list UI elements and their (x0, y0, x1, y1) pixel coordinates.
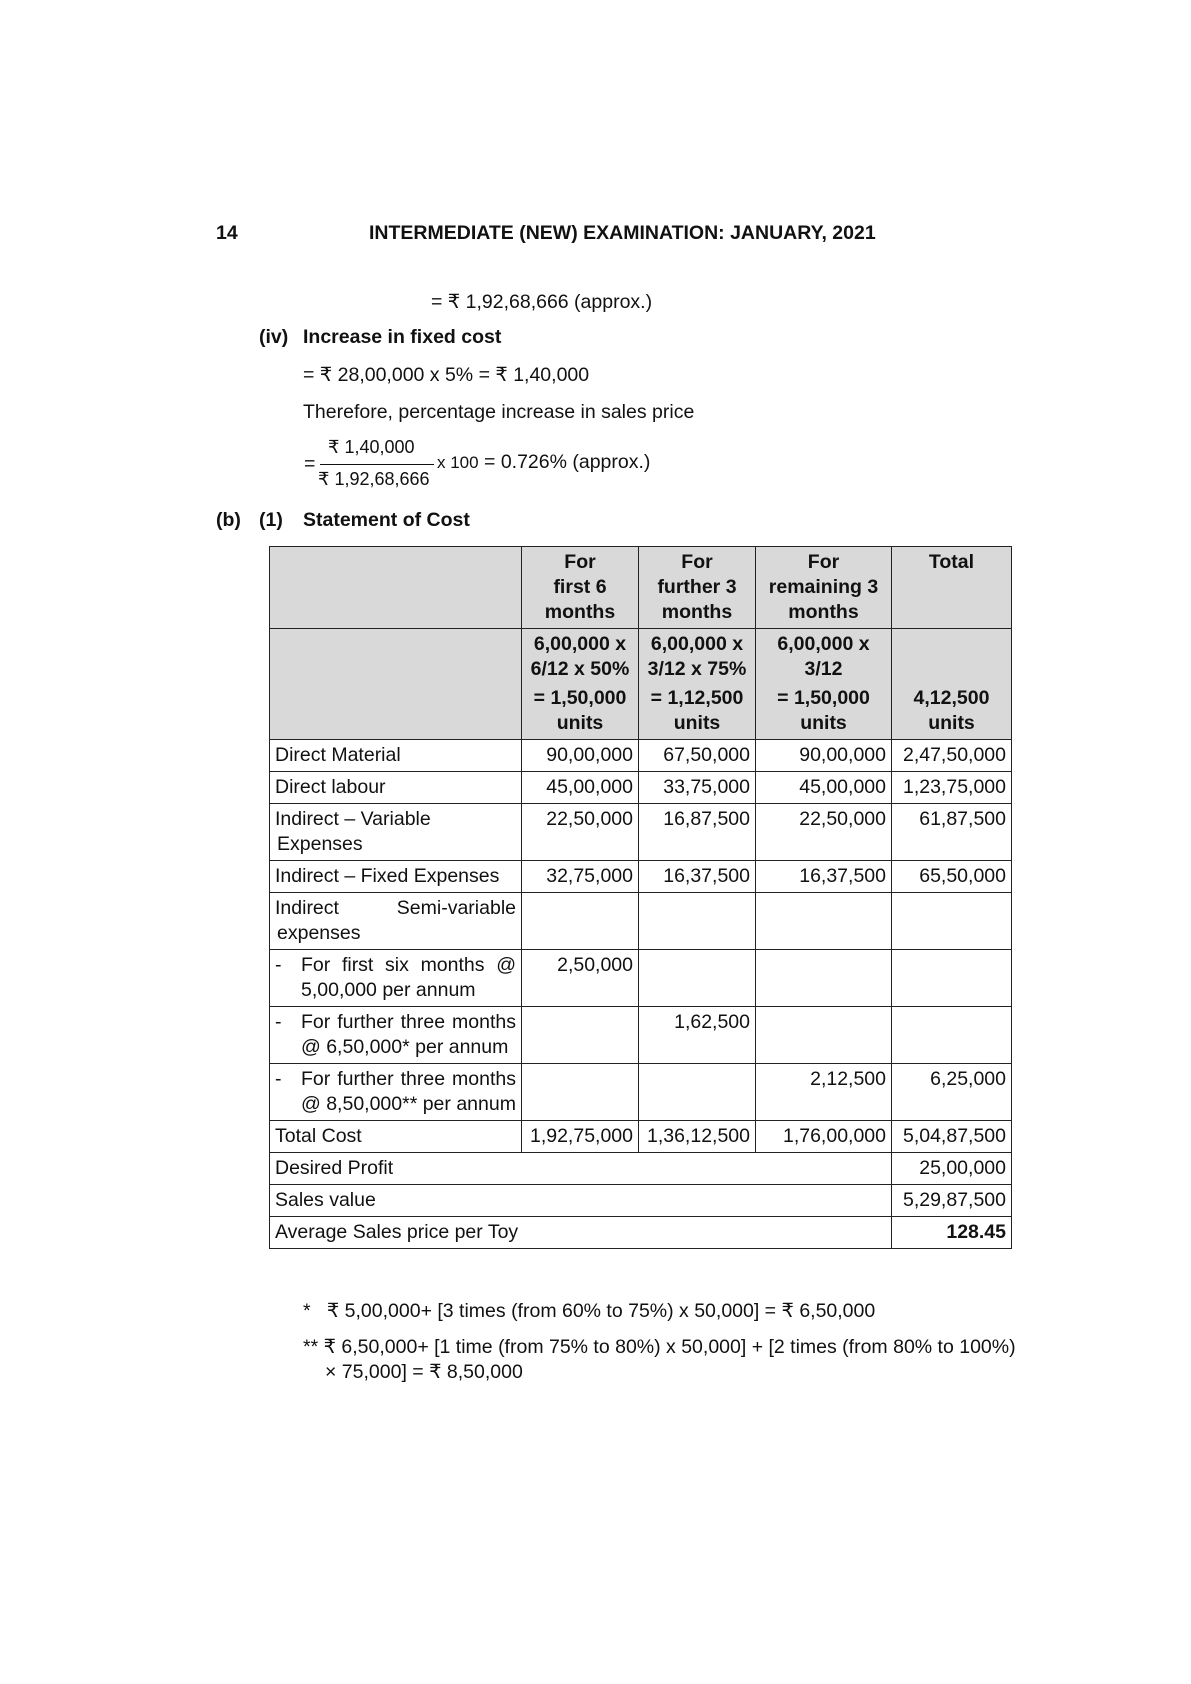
result-line: = ₹ 1,92,68,666 (approx.) (431, 291, 653, 313)
header-remaining-3-months: For remaining 3 months (756, 547, 892, 629)
cell-value: 1,92,75,000 (522, 1121, 639, 1153)
row-label: Total Cost (270, 1121, 522, 1153)
units-blank (270, 629, 522, 740)
table-header-row (270, 547, 1012, 629)
cell-value: 22,50,000 (522, 804, 639, 861)
page-header-title: INTERMEDIATE (NEW) EXAMINATION: JANUARY, 2021 (369, 222, 876, 244)
row-label: Direct labour (270, 772, 522, 804)
footnote-1: * ₹ 5,00,000+ [3 times (from 60% to 75%) x 50,000] = ₹ 6,50,000 (303, 1300, 876, 1322)
part-iv-title: Increase in fixed cost (303, 326, 502, 348)
cell-value: 22,50,000 (756, 804, 892, 861)
percentage-fraction (304, 437, 664, 497)
percentage-text: Therefore, percentage increase in sales price (303, 401, 695, 423)
fraction-denominator: ₹ 1,92,68,666 (318, 469, 430, 489)
table-row (270, 1217, 1012, 1249)
cell-value: 16,37,500 (639, 861, 756, 893)
table-row (270, 804, 1012, 861)
row-label: Indirect – Variable Expenses (270, 804, 522, 861)
cell-total: 128.45 (892, 1217, 1012, 1249)
row-label: Indirect Semi-variable expenses (270, 893, 522, 950)
cell-total: 2,47,50,000 (892, 740, 1012, 772)
table-row (270, 1153, 1012, 1185)
statement-of-cost-table (269, 546, 1012, 1249)
statement-title: Statement of Cost (303, 509, 470, 531)
units-remaining: 6,00,000 x 3/12 = 1,50,000 units (756, 629, 892, 740)
units-first: 6,00,000 x 6/12 x 50% = 1,50,000 units (522, 629, 639, 740)
cell-total: 25,00,000 (892, 1153, 1012, 1185)
fraction-numerator: ₹ 1,40,000 (328, 437, 415, 457)
cell-value: 2,12,500 (756, 1064, 892, 1121)
fraction-multiplier: x 100 (437, 453, 479, 472)
row-label: - For first six months @ 5,00,000 per annum (270, 950, 522, 1007)
cell-value: 33,75,000 (639, 772, 756, 804)
cell-total: 5,04,87,500 (892, 1121, 1012, 1153)
cell-value: 1,62,500 (639, 1007, 756, 1064)
header-further-3-months: For further 3 months (639, 547, 756, 629)
header-total: Total (892, 547, 1012, 629)
fraction-result-value: = 0.726% (approx.) (484, 451, 651, 473)
footnote-2-line-1: ** ₹ 6,50,000+ [1 time (from 75% to 80%) x 50,000] + [2 times (from 80% to 100%) (303, 1336, 1016, 1358)
cell-value: 16,87,500 (639, 804, 756, 861)
table-row (270, 861, 1012, 893)
fraction-result (437, 451, 650, 474)
cell-value: 45,00,000 (522, 772, 639, 804)
fixed-cost-calc: = ₹ 28,00,000 x 5% = ₹ 1,40,000 (303, 364, 590, 386)
cell-value: 1,76,00,000 (756, 1121, 892, 1153)
table-row (270, 1064, 1012, 1121)
fraction-bar (320, 464, 434, 465)
table-row (270, 1007, 1012, 1064)
part-b-sub-label: (1) (259, 509, 283, 531)
units-total: 4,12,500 units (892, 629, 1012, 740)
cell-value: 45,00,000 (756, 772, 892, 804)
table-row (270, 772, 1012, 804)
fraction-equals: = (304, 453, 316, 475)
cell-total: 6,25,000 (892, 1064, 1012, 1121)
row-label: Indirect – Fixed Expenses (270, 861, 522, 893)
cell-value: 16,37,500 (756, 861, 892, 893)
cell-total: 1,23,75,000 (892, 772, 1012, 804)
cell-total: 65,50,000 (892, 861, 1012, 893)
cell-value: 32,75,000 (522, 861, 639, 893)
row-label: Direct Material (270, 740, 522, 772)
units-further: 6,00,000 x 3/12 x 75% = 1,12,500 units (639, 629, 756, 740)
part-b-label: (b) (216, 509, 241, 531)
cell-value: 2,50,000 (522, 950, 639, 1007)
cell-value: 67,50,000 (639, 740, 756, 772)
cell-value: 90,00,000 (522, 740, 639, 772)
cell-total: 61,87,500 (892, 804, 1012, 861)
part-iv-label: (iv) (259, 326, 289, 348)
header-first-6-months: For first 6 months (522, 547, 639, 629)
row-label: - For further three months @ 6,50,000* per annum (270, 1007, 522, 1064)
cell-value: 1,36,12,500 (639, 1121, 756, 1153)
row-label: Desired Profit (270, 1153, 892, 1185)
units-row (270, 629, 1012, 740)
table-row (270, 1121, 1012, 1153)
table-row (270, 740, 1012, 772)
row-label: Sales value (270, 1185, 892, 1217)
table-row (270, 1185, 1012, 1217)
table-row (270, 893, 1012, 950)
page-number: 14 (216, 222, 238, 244)
cell-value: 90,00,000 (756, 740, 892, 772)
footnote-2-line-2: × 75,000] = ₹ 8,50,000 (325, 1361, 523, 1383)
table-row (270, 950, 1012, 1007)
header-blank (270, 547, 522, 629)
cell-total: 5,29,87,500 (892, 1185, 1012, 1217)
row-label: Average Sales price per Toy (270, 1217, 892, 1249)
row-label: - For further three months @ 8,50,000** per annum (270, 1064, 522, 1121)
